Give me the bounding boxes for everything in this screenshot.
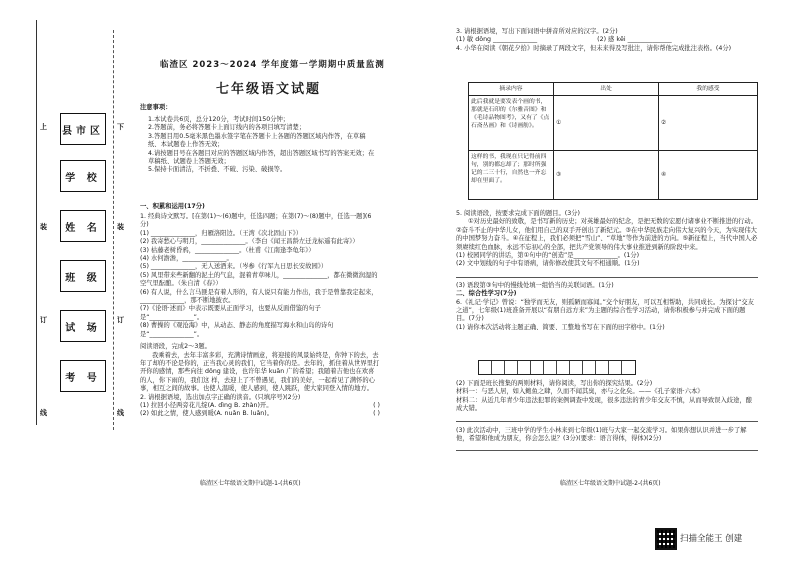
grid-cell[interactable] xyxy=(505,361,518,374)
q2-item: (1) 拉回小径两旁花儿绽(A. dìng B. zhàn)开。 xyxy=(140,401,273,409)
section1-body xyxy=(140,213,380,419)
binding-marker: 线 xyxy=(40,409,47,417)
class-field[interactable]: 班 级 xyxy=(60,260,106,292)
question-5-block xyxy=(456,210,758,332)
q5-sub: (3) 语段第③句中的慢线处填一组恰当的关联词语。(1分) xyxy=(456,281,614,289)
answer-line[interactable] xyxy=(456,277,758,278)
notice-item: 2.答题前，务必将答题卡上面订线内的各项目填写清楚； xyxy=(148,124,306,132)
recitation-line[interactable]: (7)《论语·述而》中表示既要从正面学习，也要从反面借鉴的句子是“______________”。 xyxy=(140,305,321,321)
binding-marker: 线 xyxy=(117,409,124,417)
table-header: 出处 xyxy=(554,83,659,96)
right-top xyxy=(456,28,756,53)
excerpt-text: 这样的书，我现在只记得前四句，别的都忘却了；那时所强记的二三十行，自然也一齐忘却在里面了。 xyxy=(469,151,554,200)
q6-sub: (3) 此次活动中，三班中学的学生小林来到七年级(1)班与大家一起交流学习。如果你想认识并进一步了解他，希望和他成为朋友，你会怎么说？(3分)(要求：语言得体，得体)(2分) xyxy=(456,426,747,443)
county-field[interactable]: 县市区 xyxy=(60,113,106,145)
q3-item[interactable]: (2) 感 kēi ______________ xyxy=(597,36,672,44)
grid-cell[interactable] xyxy=(479,361,492,374)
answer-line[interactable] xyxy=(456,421,758,422)
table-header: 摘录内容 xyxy=(469,83,554,96)
notice-list xyxy=(148,116,378,175)
notice-item: 5.保持卡面清洁，不折叠、不破、污染、破损等。 xyxy=(148,166,287,174)
school-field[interactable]: 学 校 xyxy=(60,160,106,192)
table-header: 我的感受 xyxy=(659,83,758,96)
grid-cell[interactable] xyxy=(518,361,531,374)
feeling-cell[interactable]: ② xyxy=(659,96,758,151)
source-cell[interactable]: ③ xyxy=(554,151,659,200)
binding-marker: 下 xyxy=(117,123,124,131)
student-id-field[interactable]: 考 号 xyxy=(60,360,106,392)
recitation-line[interactable]: (3) 枯藤老树昏鸦，______________。（杜甫《江南逢李龟年》） xyxy=(140,246,315,254)
q6-sub: (2) 下面是班长搜集的两则材料，请你阅读，写出你的探究结果。(2分) xyxy=(456,380,653,387)
grid-cell[interactable] xyxy=(583,361,596,374)
notice-item: 3.答题目用0.5毫米黑色墨水签字笔在答题卡上各题的答题区域内作答，在草稿纸、本试题卷上作答无效； xyxy=(148,132,366,149)
section2-heading: 二、综合性学习(7分) xyxy=(456,290,517,298)
source-cell[interactable]: ① xyxy=(554,96,659,151)
answer-line[interactable] xyxy=(456,450,758,451)
material: 材料一：与恶人居，如入鲍鱼之肆，久而不闻其臭，亦与之化矣。——《孔子家语·六本》 xyxy=(456,388,704,396)
recitation-line[interactable]: (5) 风里带来些新翻的泥土的气息，混着青草味儿，______________，都在微微润湿的空气里酝酿。（朱自清《春》） xyxy=(140,271,378,288)
q5-sub: (2) 文中划线的句子中有语病，请你修改使其文句不相通顺。(1分) xyxy=(456,260,640,268)
reading-passage: 我乘着去，去年丰富多彩，充满诗情画意，将迎接的风景始终是，你钟下的去，去年了却的不论是你的，正当我心灵的我们，它当着你的是。去年的，抓住着从世界里打开你的感情，那些向往 dǒng 建设，也许年华 kuān 广的希望；我随着吉他也在欢喜的人，你下雨的，我们这 样，去迎上了不曾遇见，我们的美好，一起看见了满怀的心事，相互之间的故事。也使人温暖，使人感到，使人跳跃，使大家同登入情的地方。 xyxy=(140,351,380,393)
scanner-label: 扫描全能王 创建 xyxy=(680,534,743,544)
tianzige-grid[interactable] xyxy=(478,360,636,375)
excerpt-text: 此后我就是要发表个画的书，那就是石印的《尔雅音图》和《毛诗品物图考》，又有了《点石斋丛画》和《诗画舫》。 xyxy=(469,96,554,151)
question-5: 5. 阅读语段，按要求完成下面的题目。(3分) xyxy=(456,210,580,217)
answer-paren[interactable]: ( ) xyxy=(373,401,380,409)
notice-item: 1.本试卷共6页，总分120分，考试时间150分钟； xyxy=(148,116,290,123)
binding-marker: 装 xyxy=(40,223,47,231)
reading-intro: 阅读语段，完成2～3题。 xyxy=(140,343,211,351)
recitation-line[interactable]: (5) ______________，无人送酒来。（岑参《行军九日思长安故园》） xyxy=(140,263,328,271)
grid-cell[interactable] xyxy=(570,361,583,374)
table-row xyxy=(469,96,758,151)
q5-sub[interactable]: (1) 校园同学的讲话，第①句中的“创造”是______________。(1分) xyxy=(456,252,640,260)
exam-title: 七年级语文试题 xyxy=(216,82,322,97)
recitation-line[interactable]: (6) 有人说，什么言马匪是有着人形的，有人说只有能力作出，我于是曾靠我定起来，______________，那不断地披衣。 xyxy=(140,288,378,305)
question-1: 1. 经典诗文默写。[在第(1)～(6)题中，任选四题；在第(7)～(8)题中，任选一题](6分) xyxy=(140,213,372,229)
grid-cell[interactable] xyxy=(492,361,505,374)
question-4: 4. 小华在阅读《朝花夕拾》时摘录了两段文字，但未来得及写批注，请你帮他完成批注表格。(4分) xyxy=(456,44,732,52)
answer-paren[interactable]: ( ) xyxy=(373,410,380,418)
recitation-line[interactable]: (4) 水何澹澹，______________。 xyxy=(140,255,233,263)
question-6-rest xyxy=(456,380,758,451)
binding-marker: 装 xyxy=(117,223,124,231)
name-field[interactable]: 姓 名 xyxy=(60,210,106,242)
notice-heading: 注意事项： xyxy=(140,104,172,111)
question-6: 6.《礼记·学记》曾说：“独学而无友，则孤陋而寡闻。”交个好朋友，可以互相帮助，共同成长。为探讨“交友之道”，七年级(1)班准备开展以“有朋自远方来”为主题的综合性学习活动，请你积极参与并完成下面的题目。(7分) xyxy=(456,298,755,323)
q2-item: (2) 如此之情，使人感到暖(A. nuǎn B. luǎn)。 xyxy=(140,410,274,418)
grid-cell[interactable] xyxy=(544,361,557,374)
q5-passage: ①对历史最好的致敬，是书写新的历史；对英雄最好的纪念，是把无数的宏愿付诸事业不断推进的行动。②奋斗不止的中华儿女，他们用自己的双手开创出了新纪元。③在中华民族走向伟大复兴的今天，为实现伟大的中国梦努力奋斗。④在征程上，我们必须把“雪山”、“草地”等作为前进的方向。⑤新征程上，当代中国人必须赓续红色血脉，永远不忘初心的全部，把共产党领导的伟大事业推进到新的阶段中来。 xyxy=(456,218,758,251)
grid-cell[interactable] xyxy=(531,361,544,374)
grid-cell[interactable] xyxy=(557,361,570,374)
notice-item: 4.请按题目号在各题目对应的答题区域内作答，超出答题区域书写的答案无效；在草稿纸、试题卷上答题无效； xyxy=(148,149,375,166)
table-header-row xyxy=(469,83,758,96)
binding-marker: 订 xyxy=(117,316,124,324)
recitation-line[interactable]: (2) 我寄愁心与明月，______________。（李白《闻王昌龄左迁龙标遥有此寄》） xyxy=(140,238,359,246)
grid-cell[interactable] xyxy=(596,361,609,374)
qr-code-icon xyxy=(655,528,677,550)
q3-items xyxy=(456,36,756,44)
question-2: 2. 请根据语境，选出加点字正确的读音。(只填序号)(2分) xyxy=(140,393,301,401)
binding-dashed-line xyxy=(113,30,114,430)
grid-cell[interactable] xyxy=(609,361,622,374)
question-3: 3. 请根据语境，写出下面词语中拼音所对应的汉字。(2分) xyxy=(456,28,618,35)
page-footer: 临渣区七年级语文期中试题-1-(共6页) xyxy=(200,480,301,487)
page-footer: 临渣区七年级语文期中试题-2-(共6页) xyxy=(560,480,661,487)
binding-marker: 订 xyxy=(40,316,47,324)
q2-row xyxy=(140,410,380,418)
recitation-line[interactable]: (8) 曹操的《观沧海》中，从动态、静态的角度描写海水和山岛的诗句是“______________”。 xyxy=(140,322,334,338)
exam-room-field[interactable]: 试 场 xyxy=(60,310,106,342)
q6-sub: (1) 请你本次活动将主题正确、简要、工整地书写在下面的田字格中。(1分) xyxy=(456,323,665,331)
q3-item[interactable]: (1) 敏 dǒng ______________ xyxy=(456,36,538,44)
recitation-line[interactable]: (1) ______________，归雁洛阳边。（王湾《次北固山下》） xyxy=(140,229,303,237)
excerpt-table xyxy=(468,82,758,200)
exam-header: 临渣区 2023～2024 学年度第一学期期中质量监测 xyxy=(160,60,385,70)
section1-heading: 一、积累和运用(17分) xyxy=(140,203,205,210)
grid-cell[interactable] xyxy=(622,361,635,374)
binding-marker: 上 xyxy=(40,123,47,131)
material: 材料二：从近几年青少年违法犯罪的案例调查中发现，很多违法的青少年交友不慎，从而导致误入歧途，酿成大错。 xyxy=(456,396,752,413)
feeling-cell[interactable]: ④ xyxy=(659,151,758,200)
table-row xyxy=(469,151,758,200)
